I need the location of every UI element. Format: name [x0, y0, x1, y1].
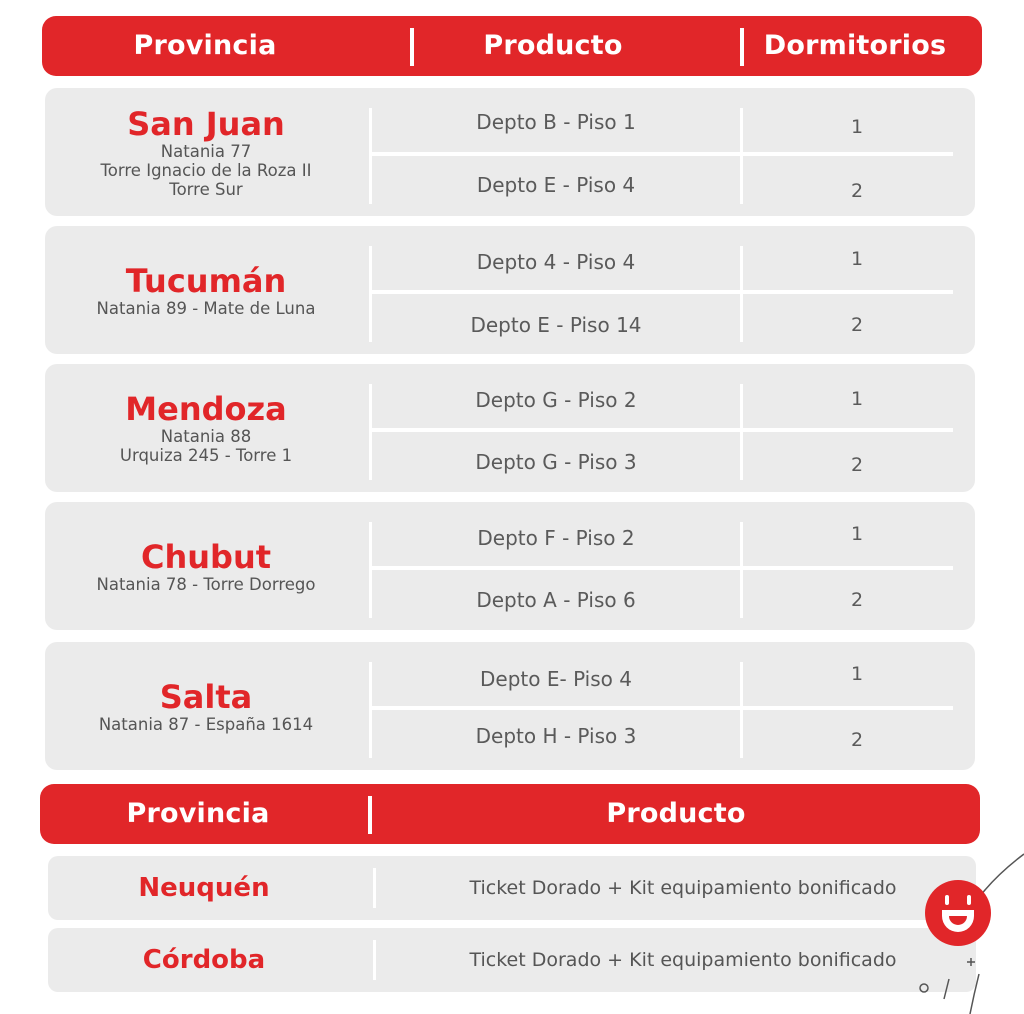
province-name: Neuquén: [138, 873, 270, 903]
product-cell: Depto G - Piso 2: [475, 388, 637, 412]
product-cell: Depto H - Piso 3: [475, 724, 637, 748]
province-info: [45, 364, 367, 492]
bedrooms-cell: 2: [850, 180, 864, 202]
bedrooms-cell: 2: [850, 454, 864, 476]
product-cell: Ticket Dorado + Kit equipamiento bonificado: [469, 949, 897, 971]
row-divider: [371, 566, 953, 570]
province-card-san-juan: [45, 88, 975, 216]
product-cell: Depto E - Piso 4: [476, 173, 636, 197]
bedrooms-cell: 1: [850, 663, 864, 685]
province-address: Natania 78 - Torre Dorrego: [96, 574, 316, 594]
province-address: Torre Sur: [169, 179, 243, 199]
province-name: San Juan: [127, 104, 285, 143]
bedrooms-cell: 2: [850, 589, 864, 611]
row-divider: [371, 290, 953, 294]
province-address: Natania 87 - España 1614: [98, 714, 314, 734]
product-cell: Depto E - Piso 14: [470, 313, 642, 337]
bedrooms-cell: 1: [850, 388, 864, 410]
province-info: [45, 88, 367, 216]
table-header-2: [40, 784, 980, 844]
product-cell: Depto G - Piso 3: [475, 450, 637, 474]
province-address: Natania 88: [160, 427, 252, 446]
province-card-chubut: [45, 502, 975, 630]
province-card-salta: [45, 642, 975, 770]
province-address: Natania 77: [160, 141, 252, 161]
province-address: Torre Ignacio de la Roza II: [100, 160, 312, 180]
row-divider: [371, 706, 953, 710]
product-cell: Depto A - Piso 6: [476, 588, 636, 612]
province-name: Mendoza: [125, 390, 287, 428]
province-name: Tucumán: [125, 261, 287, 300]
header-producto: Producto: [483, 30, 623, 61]
row-divider: [371, 428, 953, 432]
province-address: Urquiza 245 - Torre 1: [119, 446, 293, 465]
product-cell: Depto 4 - Piso 4: [476, 250, 636, 274]
province-card-tucuman: [45, 226, 975, 354]
province-address: Natania 89 - Mate de Luna: [96, 298, 316, 318]
product-cell: Depto F - Piso 2: [477, 526, 635, 550]
product-cell: Depto E- Piso 4: [480, 667, 632, 691]
table-row: [48, 856, 976, 920]
product-cell: Depto B - Piso 1: [476, 110, 636, 134]
bedrooms-cell: 2: [850, 729, 864, 751]
province-info: [45, 226, 367, 354]
product-cell: Ticket Dorado + Kit equipamiento bonificado: [469, 877, 897, 899]
table-row: [48, 928, 976, 992]
province-info: [45, 502, 367, 630]
header-dormitorios: Dormitorios: [763, 30, 947, 61]
header-provincia: Provincia: [133, 30, 277, 61]
table-header-1: [42, 16, 982, 76]
row-divider: [371, 152, 953, 156]
header-producto: Producto: [606, 798, 746, 829]
province-name: Chubut: [140, 537, 272, 576]
column-divider: [373, 940, 376, 980]
column-divider: [373, 868, 376, 908]
bedrooms-cell: 1: [850, 116, 864, 138]
bedrooms-cell: 1: [850, 523, 864, 545]
province-name: Córdoba: [142, 945, 266, 975]
province-info: [45, 642, 367, 770]
bedrooms-cell: 1: [850, 248, 864, 270]
header-provincia: Provincia: [126, 798, 270, 829]
smiley-logo-icon: [925, 880, 991, 946]
province-card-mendoza: [45, 364, 975, 492]
bedrooms-cell: 2: [850, 314, 864, 336]
province-name: Salta: [159, 677, 253, 716]
